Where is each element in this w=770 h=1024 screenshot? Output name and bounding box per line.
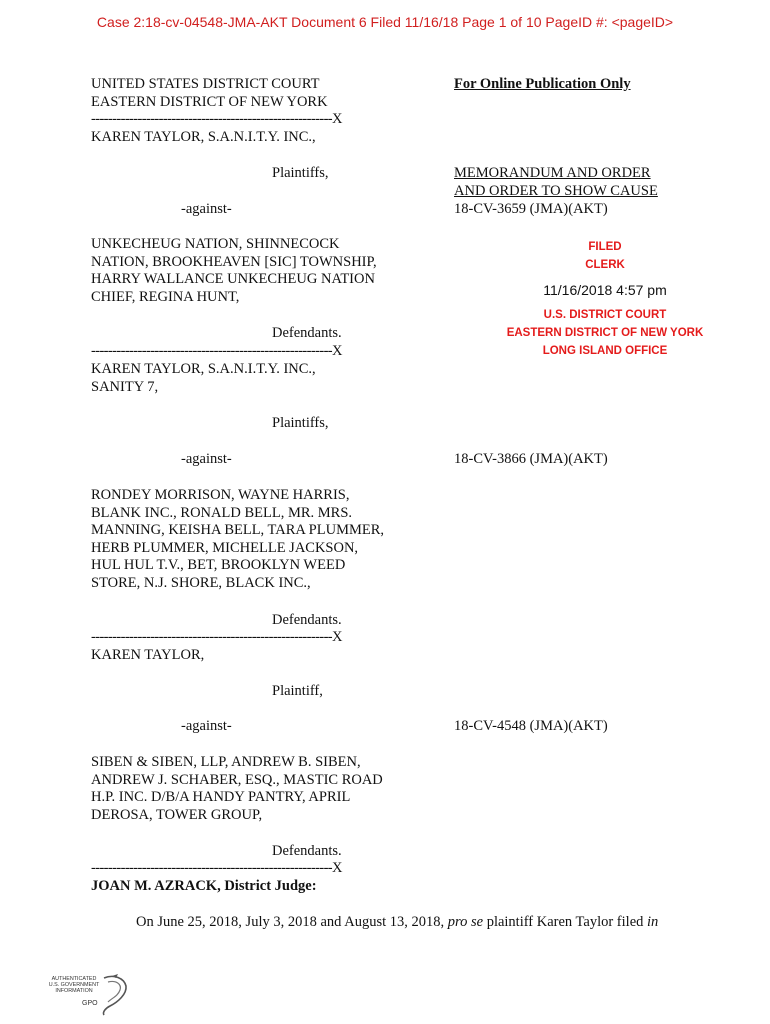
case2-defendants	[91, 487, 384, 593]
defendant-line: UNKECHEUG NATION, SHINNECOCK	[91, 236, 340, 252]
caption-separator: ---------------------------------------------------------X	[91, 629, 342, 645]
stamp-court-line: LONG ISLAND OFFICE	[542, 345, 668, 357]
case1-number: 18-CV-3659 (JMA)(AKT)	[454, 201, 608, 217]
caption-separator: ---------------------------------------------------------X	[91, 111, 342, 127]
case1-defendants	[91, 236, 377, 306]
gpo-seal-line: INFORMATION	[55, 988, 93, 995]
title-line: AND ORDER TO SHOW CAUSE	[454, 182, 658, 199]
gpo-seal-line: U.S. GOVERNMENT	[48, 982, 100, 989]
defendant-line: NATION, BROOKHEAVEN [SIC] TOWNSHIP,	[91, 253, 377, 270]
eagle-icon	[44, 972, 134, 1016]
stamp-clerk: CLERK	[585, 259, 625, 271]
defendant-line: HUL HUL T.V., BET, BROOKLYN WEED	[91, 557, 346, 574]
defendant-line: RONDEY MORRISON, WAYNE HARRIS,	[91, 487, 350, 503]
case2-plaintiffs-role: Plaintiffs,	[272, 415, 329, 431]
body-text: plaintiff Karen Taylor filed	[486, 914, 644, 930]
gpo-seal	[44, 972, 134, 1016]
court-line: UNITED STATES DISTRICT COURT	[91, 76, 320, 92]
gpo-seal-line: AUTHENTICATED	[51, 976, 97, 982]
defendant-line: STORE, N.J. SHORE, BLACK INC.,	[91, 574, 311, 591]
stamp-court-line: U.S. DISTRICT COURT	[543, 309, 667, 321]
case3-number: 18-CV-4548 (JMA)(AKT)	[454, 718, 608, 734]
publication-notice: For Online Publication Only	[454, 76, 631, 92]
title-line: MEMORANDUM AND ORDER	[454, 165, 651, 181]
defendant-line: HERB PLUMMER, MICHELLE JACKSON,	[91, 539, 359, 556]
gpo-label: GPO	[82, 1000, 98, 1007]
body-paragraph	[136, 914, 658, 932]
defendant-line: H.P. INC. D/B/A HANDY PANTRY, APRIL	[91, 789, 351, 806]
plaintiff-line: SANITY 7,	[91, 378, 159, 395]
case2-against: -against-	[181, 451, 232, 467]
plaintiff-line: KAREN TAYLOR, S.A.N.I.T.Y. INC.,	[91, 361, 316, 377]
case3-plaintiffs: KAREN TAYLOR,	[91, 647, 205, 663]
body-italic: pro se	[447, 914, 484, 930]
defendant-line: BLANK INC., RONALD BELL, MR. MRS.	[91, 504, 353, 521]
case2-plaintiffs	[91, 361, 316, 396]
caption-separator: ---------------------------------------------------------X	[91, 343, 342, 359]
stamp-court-line: EASTERN DISTRICT OF NEW YORK	[506, 327, 704, 339]
stamp-court	[485, 306, 725, 360]
case3-plaintiffs-role: Plaintiff,	[272, 683, 323, 699]
document-title	[454, 165, 658, 200]
case1-plaintiffs: KAREN TAYLOR, S.A.N.I.T.Y. INC.,	[91, 129, 316, 145]
court-name	[91, 76, 328, 111]
defendant-line: HARRY WALLANCE UNKECHEUG NATION	[91, 271, 375, 288]
case3-defendants	[91, 754, 383, 824]
defendant-line: ANDREW J. SCHABER, ESQ., MASTIC ROAD	[91, 771, 383, 788]
stamp-datetime: 11/16/2018 4:57 pm	[543, 282, 667, 298]
body-text: On June 25, 2018, July 3, 2018 and August 13, 2018,	[136, 914, 445, 930]
defendant-line: CHIEF, REGINA HUNT,	[91, 288, 240, 305]
defendant-line: MANNING, KEISHA BELL, TARA PLUMMER,	[91, 522, 385, 539]
case1-against: -against-	[181, 201, 232, 217]
case1-plaintiffs-role: Plaintiffs,	[272, 165, 329, 181]
stamp-filed: FILED	[588, 241, 622, 253]
judge-heading: JOAN M. AZRACK, District Judge:	[91, 878, 317, 894]
court-line: EASTERN DISTRICT OF NEW YORK	[91, 93, 328, 110]
case2-number: 18-CV-3866 (JMA)(AKT)	[454, 451, 608, 467]
case2-defendants-role: Defendants.	[272, 612, 342, 628]
body-italic: in	[647, 914, 659, 930]
filed-stamp	[530, 238, 680, 274]
case1-defendants-role: Defendants.	[272, 325, 342, 341]
case3-defendants-role: Defendants.	[272, 843, 342, 859]
defendant-line: DEROSA, TOWER GROUP,	[91, 806, 263, 823]
case3-against: -against-	[181, 718, 232, 734]
defendant-line: SIBEN & SIBEN, LLP, ANDREW B. SIBEN,	[91, 754, 361, 770]
case-header: Case 2:18-cv-04548-JMA-AKT Document 6 Filed 11/16/18 Page 1 of 10 PageID #: <pageID>	[96, 14, 674, 30]
caption-separator: ---------------------------------------------------------X	[91, 860, 342, 876]
